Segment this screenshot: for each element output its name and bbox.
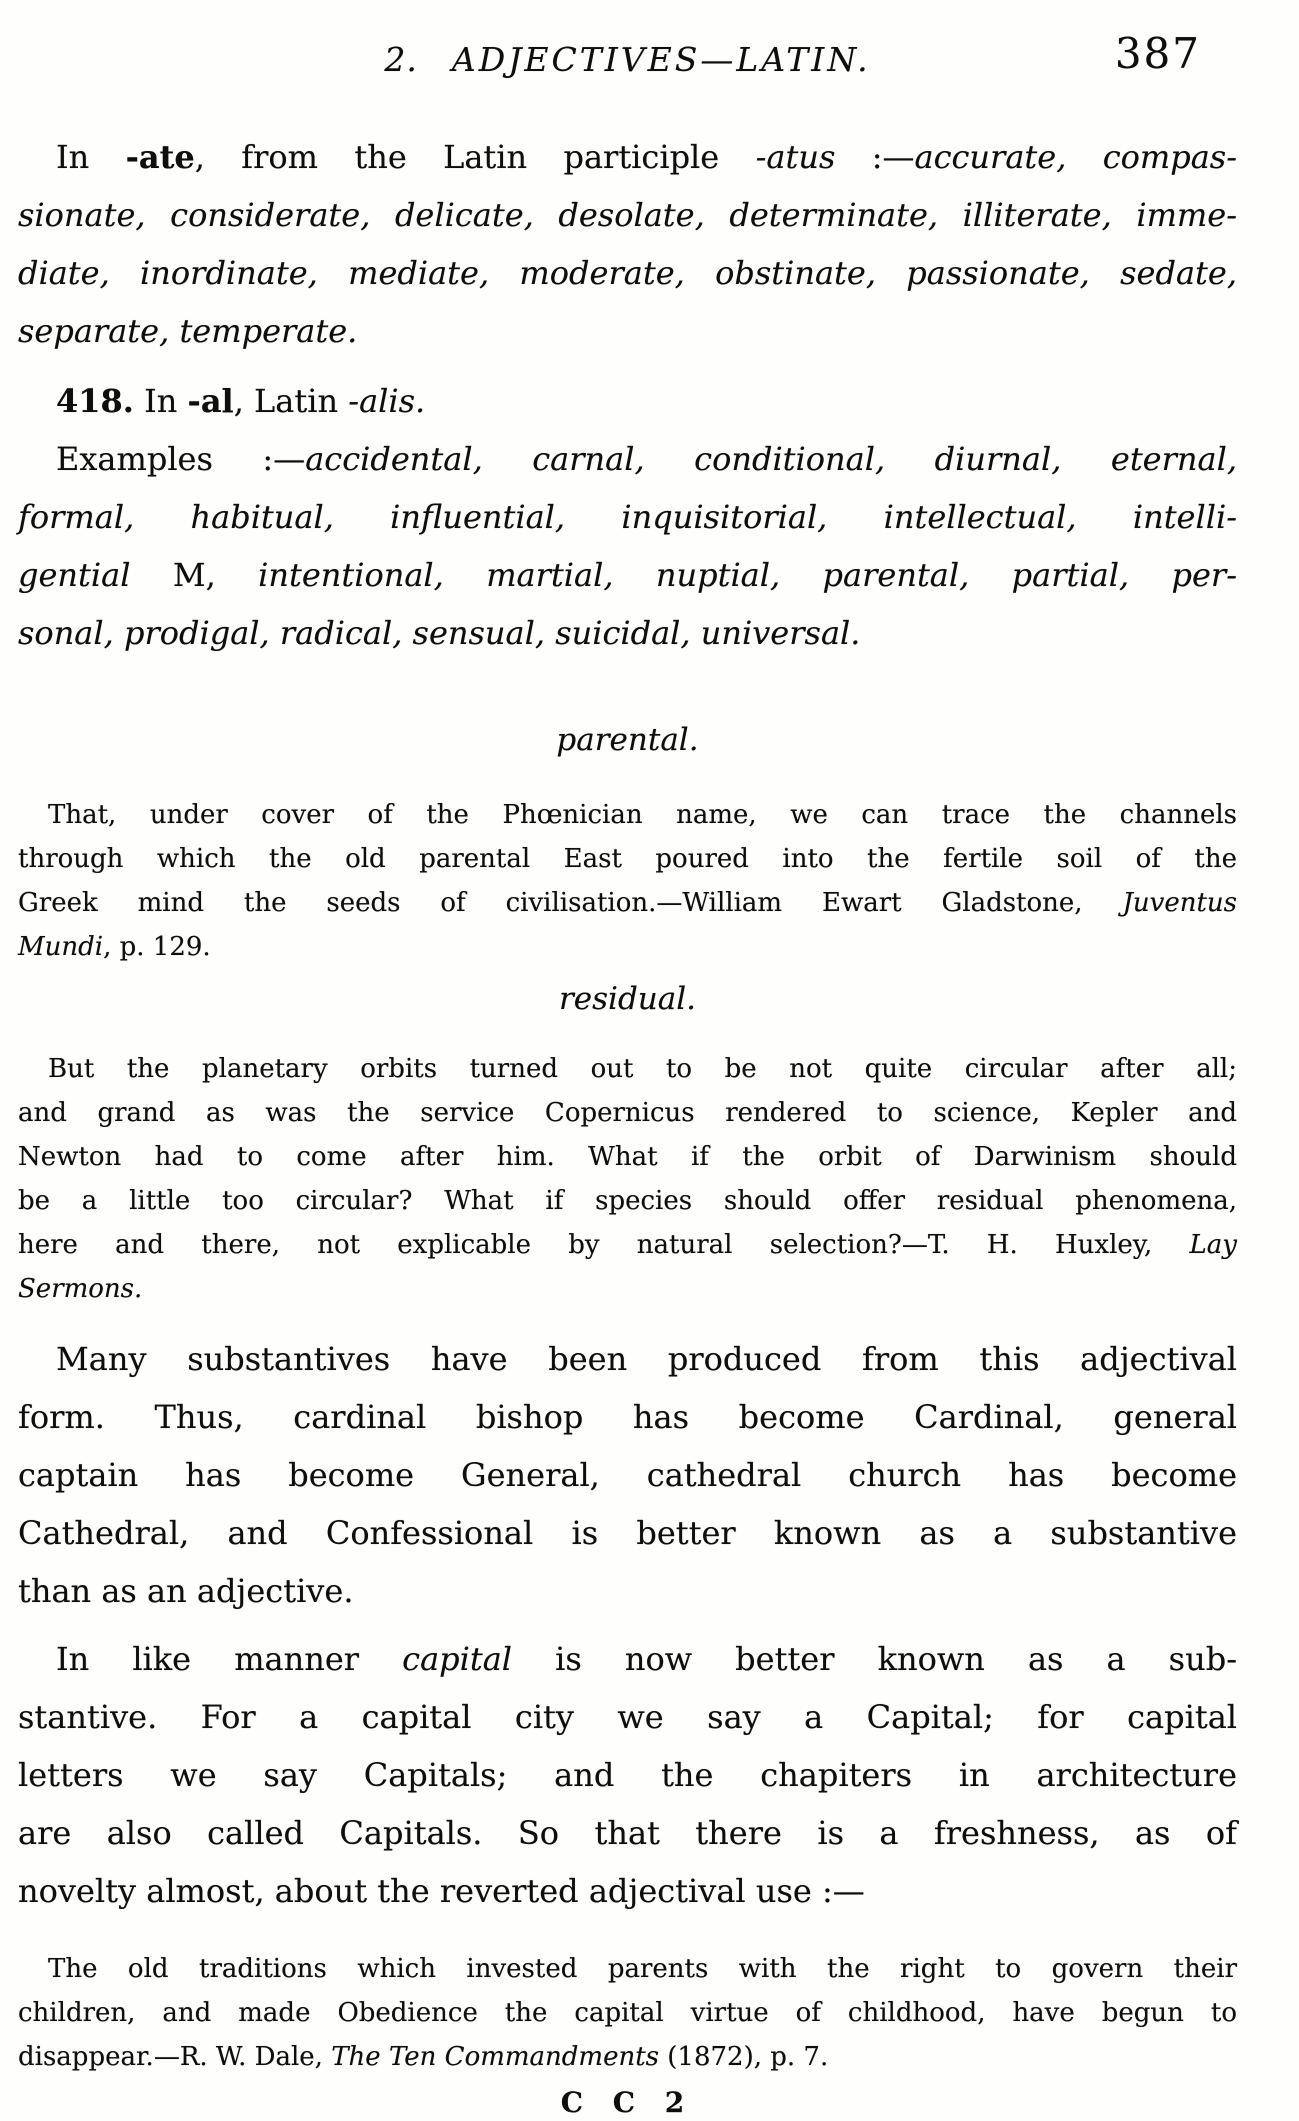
text-line: Mundi, p. 129.	[18, 932, 211, 962]
section-heading-parental: parental.	[556, 722, 699, 758]
paragraph-al-examples	[18, 430, 1237, 662]
text-line: letters we say Capitals; and the chapiters in architecture	[18, 1756, 1237, 1794]
text-line: Sermons.	[18, 1274, 143, 1304]
text-line: Newton had to come after him. What if the orbit of Darwinism should	[18, 1142, 1237, 1172]
section-heading-residual: residual.	[558, 981, 697, 1017]
text-line: Greek mind the seeds of civilisation.—William Ewart Gladstone, Juventus	[18, 888, 1237, 918]
quotation-dale	[18, 1947, 1237, 2079]
paragraph-ate-suffix	[18, 128, 1237, 360]
text-line: 418. In -al, Latin -alis.	[56, 382, 426, 420]
text-line: That, under cover of the Phœnician name, we can trace the channels	[48, 800, 1237, 830]
text-line: stantive. For a capital city we say a Capital; for capital	[18, 1698, 1237, 1736]
text-line: Many substantives have been produced from this adjectival	[56, 1340, 1237, 1378]
text-line: sonal, prodigal, radical, sensual, suicidal, universal.	[18, 614, 861, 652]
text-line: In -ate, from the Latin participle -atus :—accurate, compas-	[56, 138, 1238, 176]
text-line: gential M, intentional, martial, nuptial, parental, partial, per-	[18, 556, 1237, 594]
text-line: novelty almost, about the reverted adjectival use :—	[18, 1872, 865, 1910]
text-line: diate, inordinate, mediate, moderate, obstinate, passionate, sedate,	[18, 254, 1237, 292]
text-line: children, and made Obedience the capital virtue of childhood, have begun to	[18, 1998, 1237, 2028]
paragraph-418-al-suffix	[18, 372, 1237, 430]
text-line: disappear.—R. W. Dale, The Ten Commandments (1872), p. 7.	[18, 2042, 829, 2072]
quotation-residual	[18, 1047, 1237, 1311]
text-line: But the planetary orbits turned out to be not quite circular after all;	[48, 1054, 1237, 1084]
page-header	[18, 28, 1237, 92]
text-line: The old traditions which invested parents with the right to govern their	[48, 1954, 1237, 1984]
text-line: In like manner capital is now better known as a sub-	[56, 1640, 1238, 1678]
paragraph-substantives	[18, 1330, 1237, 1620]
text-line: sionate, considerate, delicate, desolate, determinate, illiterate, imme-	[18, 196, 1237, 234]
quotation-parental	[18, 793, 1237, 969]
section-number: 2.	[384, 40, 418, 79]
text-line: through which the old parental East poured into the fertile soil of the	[18, 844, 1237, 874]
text-line: formal, habitual, influential, inquisitorial, intellectual, intelli-	[18, 498, 1237, 536]
running-title	[18, 28, 1237, 92]
text-line: and grand as was the service Copernicus rendered to science, Kepler and	[18, 1098, 1237, 1128]
text-line: form. Thus, cardinal bishop has become Cardinal, general	[18, 1398, 1237, 1436]
text-line: be a little too circular? What if species should offer residual phenomena,	[18, 1186, 1237, 1216]
text-line: captain has become General, cathedral church has become	[18, 1456, 1237, 1494]
page-number: 387	[1114, 29, 1201, 78]
text-line: here and there, not explicable by natural selection?—T. H. Huxley, Lay	[18, 1230, 1237, 1260]
text-line: are also called Capitals. So that there is a freshness, as of	[18, 1814, 1237, 1852]
signature-mark: C C 2	[560, 2086, 695, 2119]
running-title-text: ADJECTIVES—LATIN.	[451, 40, 871, 79]
text-line: Cathedral, and Confessional is better known as a substantive	[18, 1514, 1237, 1552]
text-line: separate, temperate.	[18, 312, 358, 350]
paragraph-capital	[18, 1630, 1237, 1920]
text-line: Examples :—accidental, carnal, conditional, diurnal, eternal,	[56, 440, 1237, 478]
text-line: than as an adjective.	[18, 1572, 354, 1610]
